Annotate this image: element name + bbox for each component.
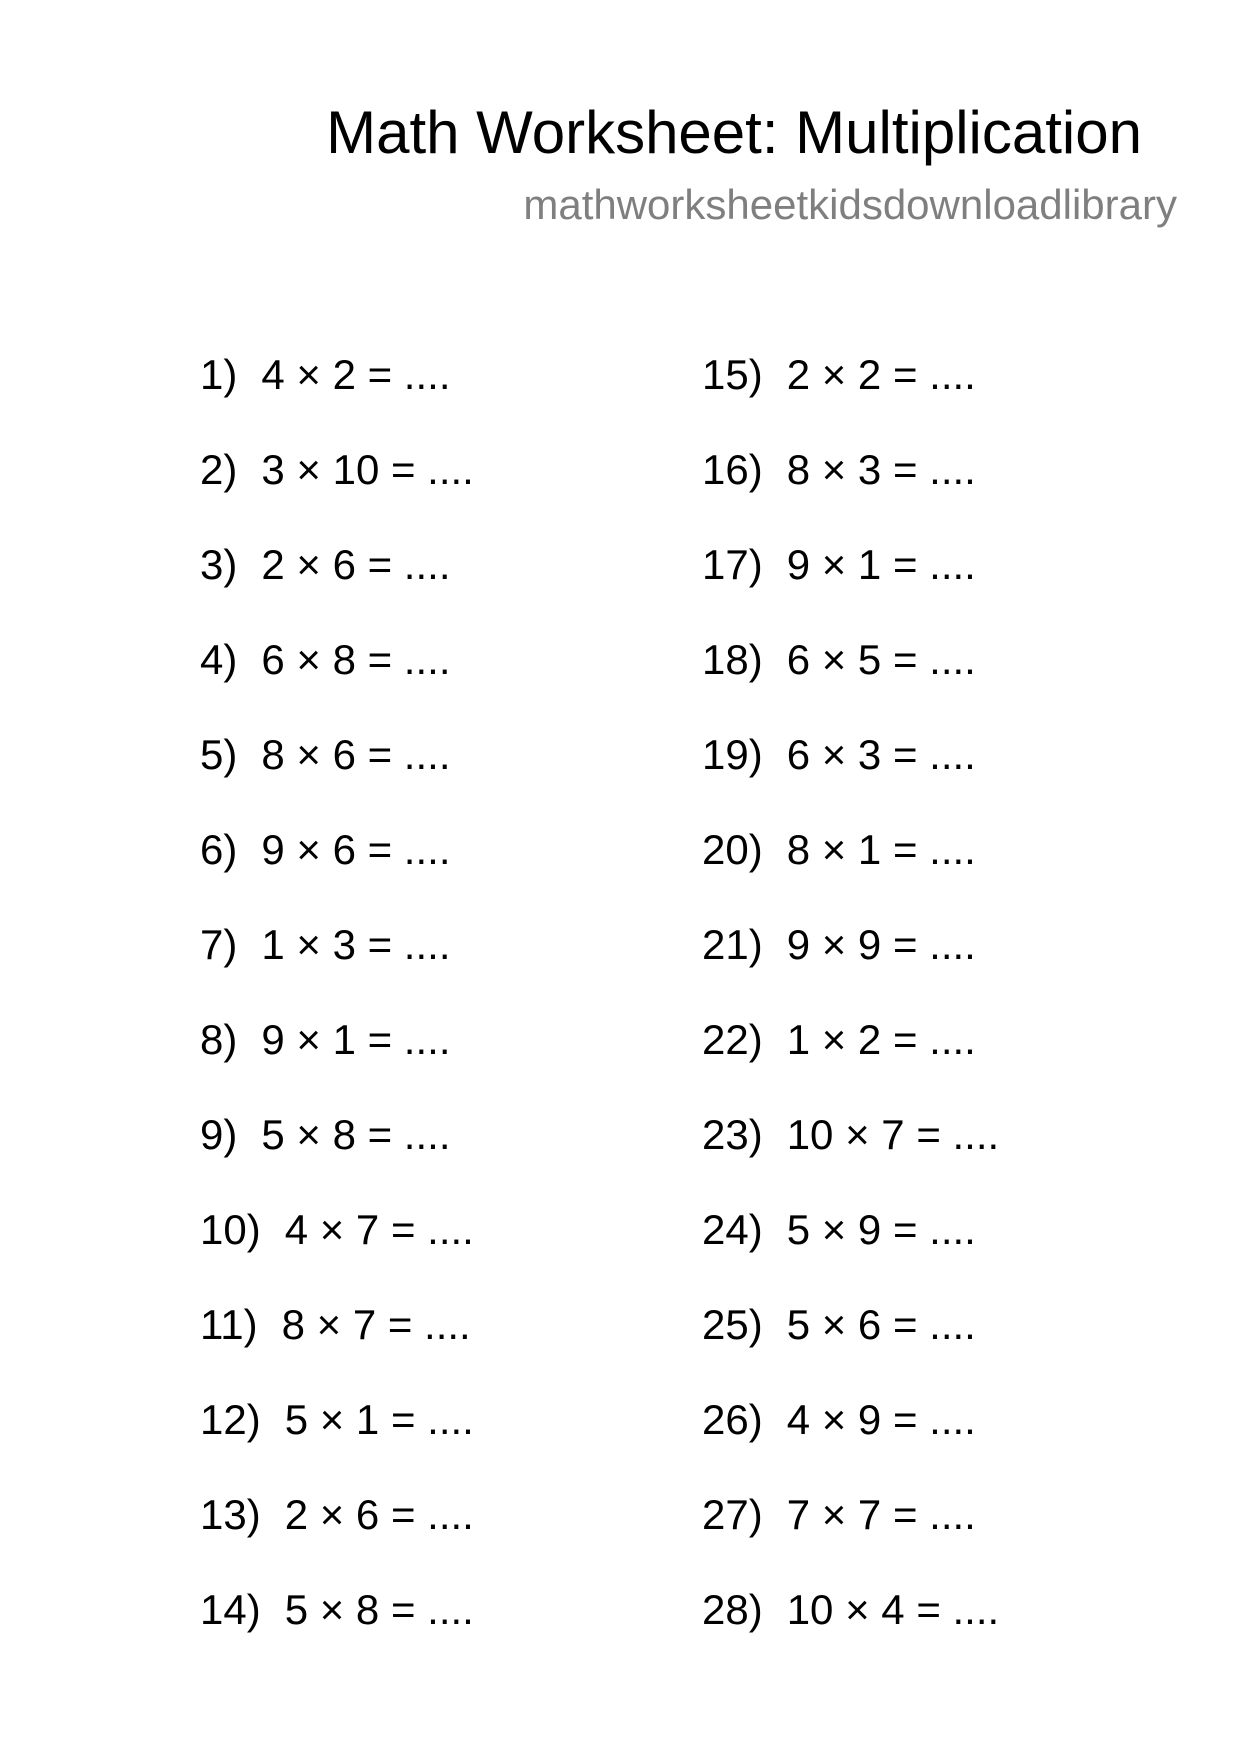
problem-item bbox=[200, 1585, 640, 1680]
problem-number: 6) bbox=[200, 826, 238, 873]
problem-expression: 9 × 1 = .... bbox=[786, 541, 976, 588]
problem-expression: 5 × 1 = .... bbox=[284, 1396, 474, 1443]
problem-expression: 6 × 3 = .... bbox=[786, 731, 976, 778]
problem-expression: 10 × 7 = .... bbox=[786, 1111, 1000, 1158]
problem-number: 2) bbox=[200, 446, 238, 493]
problem-item bbox=[702, 1015, 1142, 1110]
problem-expression: 10 × 4 = .... bbox=[786, 1586, 1000, 1633]
problem-expression: 5 × 6 = .... bbox=[786, 1301, 976, 1348]
problem-expression: 9 × 9 = .... bbox=[786, 921, 976, 968]
problem-item bbox=[702, 920, 1142, 1015]
problem-expression: 8 × 3 = .... bbox=[786, 446, 976, 493]
problem-expression: 8 × 1 = .... bbox=[786, 826, 976, 873]
problem-item bbox=[200, 920, 640, 1015]
problem-expression: 1 × 3 = .... bbox=[261, 921, 451, 968]
problem-expression: 6 × 5 = .... bbox=[786, 636, 976, 683]
problem-column-left bbox=[200, 350, 640, 1680]
problem-expression: 9 × 6 = .... bbox=[261, 826, 451, 873]
problem-item bbox=[200, 635, 640, 730]
problem-item bbox=[200, 540, 640, 635]
problem-expression: 4 × 7 = .... bbox=[284, 1206, 474, 1253]
problem-number: 14) bbox=[200, 1586, 261, 1633]
problem-number: 5) bbox=[200, 731, 238, 778]
problem-expression: 2 × 2 = .... bbox=[786, 351, 976, 398]
problem-item bbox=[200, 445, 640, 540]
problem-number: 20) bbox=[702, 826, 763, 873]
problem-number: 9) bbox=[200, 1111, 238, 1158]
problem-item bbox=[200, 1300, 640, 1395]
problem-item bbox=[200, 1395, 640, 1490]
problem-number: 12) bbox=[200, 1396, 261, 1443]
problem-item bbox=[200, 1205, 640, 1300]
problem-number: 26) bbox=[702, 1396, 763, 1443]
problem-item bbox=[702, 730, 1142, 825]
problem-number: 16) bbox=[702, 446, 763, 493]
problem-expression: 4 × 2 = .... bbox=[261, 351, 451, 398]
problem-number: 21) bbox=[702, 921, 763, 968]
problem-expression: 4 × 9 = .... bbox=[786, 1396, 976, 1443]
problem-item bbox=[702, 1300, 1142, 1395]
problem-number: 8) bbox=[200, 1016, 238, 1063]
problem-expression: 5 × 8 = .... bbox=[284, 1586, 474, 1633]
problem-item bbox=[200, 730, 640, 825]
worksheet-title: Math Worksheet: Multiplication bbox=[326, 99, 1142, 166]
problem-number: 11) bbox=[200, 1301, 258, 1348]
problem-item bbox=[702, 1585, 1142, 1680]
problem-expression: 9 × 1 = .... bbox=[261, 1016, 451, 1063]
problem-number: 22) bbox=[702, 1016, 763, 1063]
problem-item bbox=[702, 635, 1142, 730]
problem-item bbox=[702, 540, 1142, 635]
problem-item bbox=[200, 1490, 640, 1585]
problem-expression: 6 × 8 = .... bbox=[261, 636, 451, 683]
problem-expression: 1 × 2 = .... bbox=[786, 1016, 976, 1063]
problem-expression: 5 × 9 = .... bbox=[786, 1206, 976, 1253]
problem-number: 19) bbox=[702, 731, 763, 778]
problem-item bbox=[702, 1205, 1142, 1300]
problem-expression: 5 × 8 = .... bbox=[261, 1111, 451, 1158]
problem-expression: 7 × 7 = .... bbox=[786, 1491, 976, 1538]
problem-number: 13) bbox=[200, 1491, 261, 1538]
problem-number: 18) bbox=[702, 636, 763, 683]
problem-item bbox=[200, 350, 640, 445]
problem-number: 28) bbox=[702, 1586, 763, 1633]
problem-number: 17) bbox=[702, 541, 763, 588]
problem-item bbox=[702, 1110, 1142, 1205]
problem-number: 10) bbox=[200, 1206, 261, 1253]
problem-expression: 2 × 6 = .... bbox=[261, 541, 451, 588]
problem-item bbox=[702, 350, 1142, 445]
problem-number: 4) bbox=[200, 636, 238, 683]
problem-number: 27) bbox=[702, 1491, 763, 1538]
problem-item bbox=[200, 1110, 640, 1205]
problem-number: 7) bbox=[200, 921, 238, 968]
problem-number: 15) bbox=[702, 351, 763, 398]
problem-item bbox=[200, 1015, 640, 1110]
problem-item bbox=[200, 825, 640, 920]
problem-column-right bbox=[702, 350, 1142, 1680]
problem-item bbox=[702, 1490, 1142, 1585]
problem-expression: 8 × 7 = .... bbox=[281, 1301, 471, 1348]
problem-number: 25) bbox=[702, 1301, 763, 1348]
problem-expression: 3 × 10 = .... bbox=[261, 446, 474, 493]
worksheet-source: mathworksheetkidsdownloadlibrary bbox=[523, 181, 1177, 228]
problem-number: 23) bbox=[702, 1111, 763, 1158]
problem-item bbox=[702, 445, 1142, 540]
problem-expression: 8 × 6 = .... bbox=[261, 731, 451, 778]
problem-item bbox=[702, 1395, 1142, 1490]
problem-item bbox=[702, 825, 1142, 920]
problem-number: 24) bbox=[702, 1206, 763, 1253]
problem-number: 1) bbox=[200, 351, 238, 398]
problem-expression: 2 × 6 = .... bbox=[284, 1491, 474, 1538]
problem-number: 3) bbox=[200, 541, 238, 588]
